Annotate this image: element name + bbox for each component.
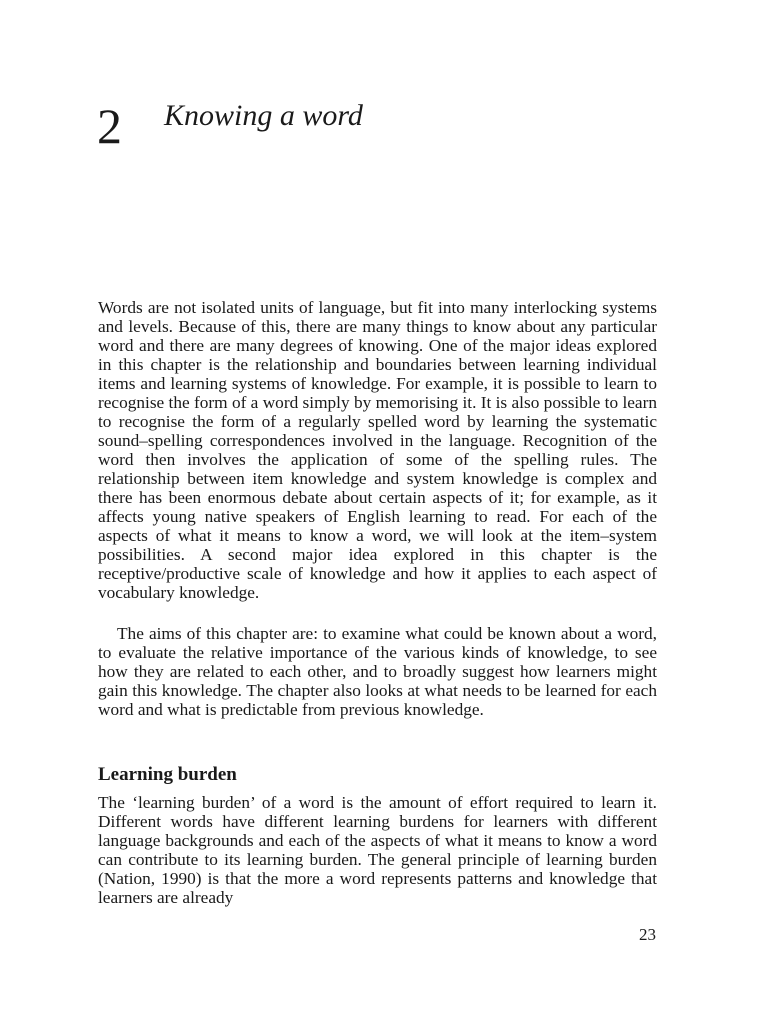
page-number: 23 [639,925,656,944]
chapter-number: 2 [97,98,122,154]
learning-burden-paragraph: The ‘learning burden’ of a word is the amount of effort required to learn it. Different words have different learning burdens for learners with different language backgrounds and each of the aspects of what it means to know a word can contribute to its learning burden. The general principle of learning burden (Nation, 1990) is that the more a word represents patterns and knowledge that learners are already [98,793,657,907]
chapter-title: Knowing a word [164,99,363,132]
aims-paragraph: The aims of this chapter are: to examine what could be known about a word, to evaluate the relative importance of the various kinds of knowledge, to see how they are related to each other, and to broadly suggest how learners might gain this knowledge. The chapter also looks at what needs to be learned for each word and what is predictable from previous knowledge. [98,624,657,719]
section-heading: Learning burden [98,764,237,785]
intro-paragraph: Words are not isolated units of language, but fit into many interlocking systems and levels. Because of this, there are many things to know about any particular word and there are many degrees of knowing. One of the major ideas explored in this chapter is the relationship and boundaries between learning individual items and learning systems of knowledge. For example, it is possible to learn to recognise the form of a word simply by memorising it. It is also possible to learn to recognise the form of a regularly spelled word by learning the systematic sound–spelling correspondences involved in the language. Recognition of the word then involves the application of some of the spelling rules. The relationship between item knowledge and system knowledge is complex and there has been enormous debate about certain aspects of it; for example, as it affects young native speakers of English learning to read. For each of the aspects of what it means to know a word, we will look at the item–system possibilities. A second major idea explored in this chapter is the receptive/productive scale of knowledge and how it applies to each aspect of vocabulary knowledge. [98,298,657,602]
